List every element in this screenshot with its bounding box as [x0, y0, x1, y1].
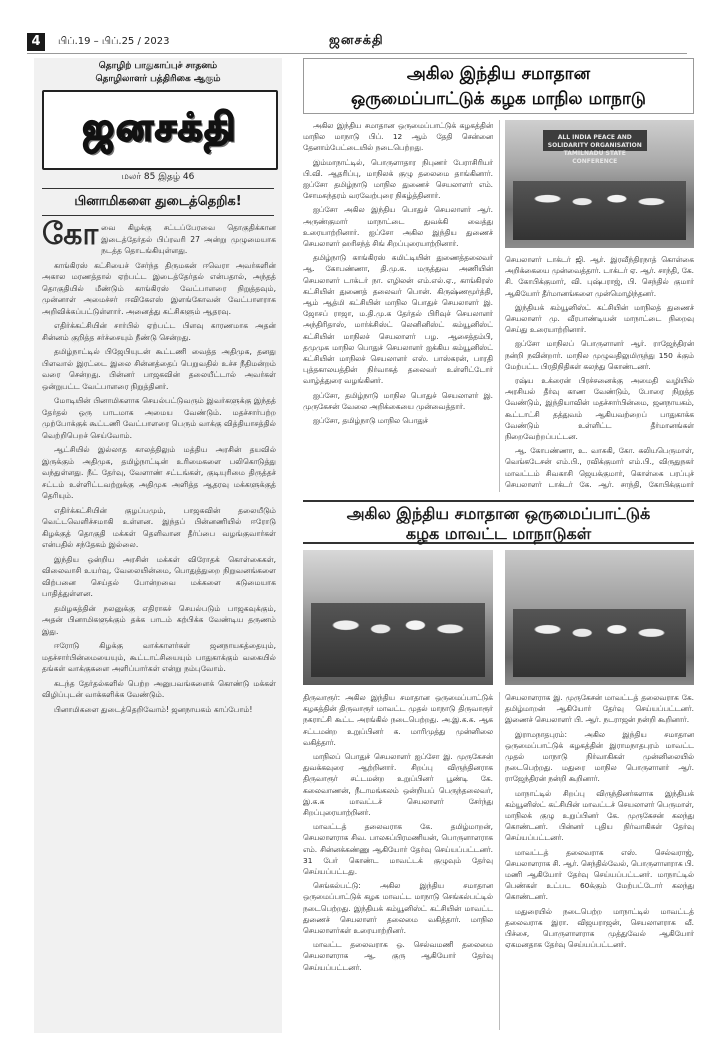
- editorial-paragraph: மோடியின் பினாமிகளாக செயல்பட்டுவரும் இவர்களுக்கு இந்தத் தேர்தல் ஒரு பாடமாக அமைய வேண்டும். மதச்சார்பற்ற முற்போக்குக் கூட்டணி வேட்பாளரை பெரும் வாக்கு வித்தியாசத்தில் வெற்றிபெறச் செய்வோம்.: [42, 396, 276, 440]
- article-headline: [303, 58, 694, 114]
- article1-column-1: [303, 120, 493, 492]
- editorial-paragraph: காங்கிரஸ் கட்சியைச் சேர்ந்த திருமகன் ஈவெரா அவர்களின் அகால மரணத்தால் ஏற்பட்ட இடைத்தேர்தல் என்பதால், அந்தத் தொகுதியில் மீண்டும் காங்கிரஸ் வேட்பாளரை நிறுத்தவும், முன்னாள் அமைச்சர் ஈவிகேஎஸ் இளங்கோவன் வேட்பாளராக அறிவிக்கப்பட்டுள்ளார். அனைத்து கட்சிகளும் ஆதரவு.: [42, 260, 276, 316]
- masthead-title: ஜனசக்தி: [82, 105, 238, 149]
- page-number: 4: [27, 33, 45, 51]
- editorial-paragraph: தமிழகத்தின் நலனுக்கு எதிராகச் செயல்படும் பாஜகவுக்கும், அதன் பினாமிகளுக்கும் தக்க பாடம் கற்பிக்க வேண்டிய தருணம் இது.: [42, 603, 276, 636]
- article-paragraph: ஐப்சோ அகில இந்திய பொதுச் செயலாளர் ஆர். அருண்குமார் மாநாட்டை துவக்கி வைத்து உரையாற்றினார். ஐப்சோ அகில இந்திய துணைச் செயலாளர் ஹரிசந்த் சிங் சிறப்புரையாற்றினார்.: [303, 205, 493, 249]
- article-paragraph: மாநாட்டில் சிறப்பு விருந்தினர்களாக இந்தியக் கம்யூனிஸ்ட் கட்சியின் மாவட்டச் செயலாளர் பெருமாள், மாநிலக் குழு உறுப்பினர் கே. முருகேசன் கலந்து கொண்டனர். பின்னர் புதிய நிர்வாகிகள் தேர்வு செய்யப்பட்டனர்.: [505, 788, 694, 843]
- article-paragraph: ஐப்சோ, தமிழ்நாடு மாநில பொதுச்: [313, 416, 428, 426]
- headline-line-1: அகில இந்திய சமாதான: [406, 64, 591, 84]
- article-paragraph: மாவட்டத் தலைவராக எஸ். செல்வராஜ், செயலாளராக சி. ஆர். செந்தில்வேல், பொருளாளராக பி. மணி ஆகியோர் தேர்வு செய்யப்பட்டனர். மாநாட்டில் பெண்கள் உட்பட 60க்கும் மேற்பட்டோர் கலந்து கொண்டனர்.: [505, 847, 694, 902]
- article-paragraph: ஐப்சோ, தமிழ்நாடு மாநில பொதுச் செயலாளர் இ. முருகேசன் வேலை அறிக்கையை முன்வைத்தார்.: [303, 390, 493, 411]
- article-paragraph: ஆ. கோபண்ணா, உ. வாசுகி, கோ. கலியபெருமாள், வெங்கடேசன் எம்.பி., ரவிக்குமார் எம்.பி., விருதுநகர் மாவட்டம் சிவகாசி ஜெயக்குமார், கொள்கை பரப்புச் செயலாளர் டாக்டர் கே. ஆர். சாந்தி, கோபிக்குமார்: [505, 446, 694, 489]
- article-paragraph: அகில இந்திய சமாதான ஒருமைப்பாட்டுக் கழகத்தின் மாநில மாநாடு பிப். 12 ஆம் தேதி சென்னை தேனாம்பேட்டையில் நடைபெற்றது.: [303, 121, 493, 153]
- editorial-paragraph: பினாமிகளை துடைத்தெறிவோம்! ஜனநாயகம் காப்போம்!: [54, 704, 253, 714]
- editorial-paragraph: ஆட்சியில் இல்லாத காலத்திலும் மத்திய அரசின் தயவில் இருக்கும் அதிமுக, தமிழ்நாட்டின் உரிமைகளை பலிகொடுத்து வந்துள்ளது. நீட் தேர்வு, வேளாண் சட்டங்கள், குடியுரிமை திருத்தச் சட்டம் உள்ளிட்டவற்றுக்கு அதிமுக அளித்த ஆதரவு மக்களுக்குத் தெரியும்.: [42, 445, 276, 500]
- article-paragraph: இராமநாதபுரம்: அகில இந்திய சமாதான ஒருமைப்பாட்டுக் கழகத்தின் இராமநாதபுரம் மாவட்ட முதல் மாநாடு நிர்வாகிகள் முன்னிலையில் நடைபெற்றது. மதுரை மாநில பொருளாளர் ஆர். ராஜேந்திரன் நன்றி கூறினார்.: [505, 729, 694, 784]
- article2-column-2: [505, 692, 694, 1030]
- article-paragraph: மாவட்ட தலைவராக ஒ. செல்வமணி தலைமை செயலாளராக ஆ. குரு ஆகியோர் தேர்வு செய்யப்பட்டனர்.: [303, 940, 493, 972]
- drop-cap: கோ: [42, 217, 99, 252]
- issue-number: மலர் 85 இதழ் 46: [121, 172, 195, 182]
- article-paragraph: செயலாளர் டாக்டர் ஜி. ஆர். இரவீந்திரநாத் கொள்கை அறிக்கையை முன்வைத்தார். டாக்டர் ஏ. ஆர். சாந்தி, கே. சி. கோபிக்குமார், வி. புஷ்பராஜ், பி. செந்தில் குமார் ஆகியோர் தீர்மானங்களை முன்மொழிந்தனர்.: [505, 255, 694, 298]
- article1-column-2: [505, 254, 694, 492]
- article-paragraph: ரஷ்ய உக்ரைன் பிரச்சனைக்கு அமைதி வழியில் அரசியல் தீர்வு காண வேண்டும், போரை நிறுத்த வேண்டும், இந்தியாவின் மதச்சார்பின்மை, ஜனநாயகம், கூட்டாட்சி தத்துவம் ஆகியவற்றைப் பாதுகாக்க வேண்டும் உள்ளிட்ட தீர்மானங்கள் நிறைவேற்றப்பட்டன.: [505, 376, 694, 442]
- running-head: ஜனசக்தி: [329, 33, 384, 48]
- article-paragraph: செங்கல்பட்டு: அகில இந்திய சமாதான ஒருமைப்பாட்டுக் கழக மாவட்ட மாநாடு செங்கல்பட்டில் நடைபெற்றது. இந்தியக் கம்யூனிஸ்ட் கட்சியின் மாவட்ட துணைச் செயலாளர் தலைமை வகித்தார். மாநில செயலாளர்கள் உரையாற்றினர்.: [303, 881, 493, 936]
- editorial-paragraph: ஈரோடு கிழக்கு வாக்காளர்கள் ஜனநாயகத்தையும், மதச்சார்பின்மையையும், கூட்டாட்சியையும் பாதுகாக்கும் வகையில் தங்கள் வாக்குகளை அளிப்பார்கள் என்று நம்புவோம்.: [42, 641, 276, 673]
- column-divider: [499, 120, 500, 492]
- column-divider: [499, 692, 500, 1030]
- article-paragraph: இந்தியக் கம்யூனிஸ்ட் கட்சியின் மாநிலத் துணைச் செயலாளர் மு. வீரபாண்டியன் மாநாட்டை நிறைவு செய்து உரையாற்றினார்.: [505, 302, 694, 335]
- header-rule: [27, 53, 687, 54]
- editorial-title: பினாமிகளை துடைத்தெறிக!: [42, 188, 274, 216]
- conference-photo: [505, 120, 694, 248]
- masthead-logo: [42, 90, 278, 170]
- editorial-paragraph: கடந்த தேர்தல்களில் பெற்ற அனுபவங்களைக் கொண்டு மக்கள் விழிப்புடன் வாக்களிக்க வேண்டும்.: [42, 678, 276, 699]
- district-conference-photo-1: [303, 550, 493, 685]
- headline-line-1: அகில இந்திய சமாதான ஒருமைப்பாட்டுக்: [346, 504, 651, 523]
- editorial-paragraph: எதிர்க்கட்சியின் குழப்பமும், பாஜகவின் தலையீடும் வெட்டவெளிச்சமாகி உள்ளன. இந்தப் பின்னணியில் ஈரோடு கிழக்குத் தொகுதி மக்கள் தெளிவான தீர்ப்பை வழங்குவார்கள் என்பதில் சந்தேகம் இல்லை.: [42, 505, 276, 549]
- editorial-paragraph: தமிழ்நாட்டில் பிஜேபியுடன் கூட்டணி வைத்த அதிமுக, தனது பிளவால் இரட்டை இலை சின்னத்தைப் பெறுவதில் உச்ச நீதிமன்றம் வரை சென்றது. பின்னர் பாஜகவின் தலையீட்டால் அவர்கள் ஒன்றுபட்ட வேட்பாளரை நிறுத்தினர்.: [42, 347, 276, 391]
- editorial-paragraph: கோவை கிழக்கு சட்டப்பேரவை தொகுதிக்கான இடைத்தேர்தல் பிப்ரவரி 27 அன்று முழுமையாக நடத்த தொடங்கியுள்ளது.: [42, 217, 276, 255]
- district-conference-headline: [303, 500, 694, 544]
- article-paragraph: திருவாரூர்: அகில இந்திய சமாதான ஒருமைப்பாட்டுக் கழகத்தின் திருவாரூர் மாவட்ட முதல் மாநாடு திருவாரூர் நகராட்சி கூட்ட அரங்கில் நடைபெற்றது. அ.இ.க.க. ஆக சட்டமன்ற உறுப்பினர் க. மாரிமுத்து முன்னிலை வகித்தார்.: [303, 693, 493, 747]
- editorial-column: [34, 58, 282, 1033]
- editorial-paragraph: எதிர்க்கட்சியின் சார்பில் ஏற்பட்ட பிளவு காரணமாக அதன் சின்னம் குறித்த சர்ச்சையும் நீண்டு சென்றது.: [42, 321, 276, 342]
- district-conference-photo-2: [505, 550, 694, 685]
- masthead-tagline: தொழிற் பாதுகாப்புச் சாதனம் தொழிலாளர் பத்திரிகை ஆகும்: [95, 61, 221, 84]
- article-paragraph: தமிழ்நாடு காங்கிரஸ் கமிட்டியின் துணைத்தலைவர் ஆ. கோபண்ணா, தி.மு.க. மருத்துவ அணியின் செயலாளர் டாக்டர் நா. எழிலன் எம்.எல்.ஏ., காங்கிரஸ் கட்சியின் துணைத் தலைவர் பொன். கிருஷ்ணமூர்த்தி, ஆம் ஆத்மி கட்சியின் மாநில பொதுச் செயலாளர் இ. ஜோசப் ராஜா, ம.தி.மு.க தேர்தல் பிரிவுச் செயலாளர் அந்திரிதாஸ், மார்க்சிஸ்ட் லெனினிஸ்ட் கம்யூனிஸ்ட் கட்சியின் மாநிலச் செயலாளர் பழ. ஆசைத்தம்பி, தமுமுக மாநில பொதுச் செயலாளர் ஐக்கிய கம்யூனிஸ்ட் கட்சியின் மாநிலச் செயலாளர் எஸ். பாஸ்கரன், பாரதி புத்தகாலயத்தின் நிர்வாகத் தலைவர் உள்ளிட்டோர் வாழ்த்துரை வழங்கினர்.: [303, 253, 493, 386]
- article-paragraph: மாநிலப் பொதுச் செயலாளர் ஐப்சோ இ. முருகேசன் துவக்கவுரை ஆற்றினார். சிறப்பு விருந்தினராக திருவாரூர் சட்டமன்ற உறுப்பினர் பூண்டி கே. கலைவாணன், நீடாமங்கலம் ஒன்றியப் பெருந்தலைவர், இ.க.க மாவட்டச் செயலாளர் சேர்ந்து சிறப்புரையாற்றினர்.: [303, 752, 493, 818]
- article-paragraph: மாவட்டத் தலைவராக கே. தமிழ்மாறன், செயலாளராக சிவ. பாலசுப்பிரமணியன், பொருளாளராக எம். சின்னக்கண்ணு ஆகியோர் தேர்வு செய்யப்பட்டனர். 31 பேர் கொண்ட மாவட்டக் குழுவும் தேர்வு செய்யப்பட்டது.: [303, 822, 493, 877]
- article-paragraph: செயலாளராக இ. முருகேசன் மாவட்டத் தலைவராக கே. தமிழ்மாறன் ஆகியோர் தேர்வு செய்யப்பட்டனர். இணைச் செயலாளர் பி. ஆர். நடராஜன் நன்றி கூறினார்.: [505, 693, 694, 725]
- editorial-body: [42, 217, 276, 718]
- article-paragraph: ஐப்சோ மாநிலப் பொருளாளர் ஆர். ராஜேந்திரன் நன்றி நவின்றார். மாநில முழுவதிலுமிருந்து 150 க்கும் மேற்பட்ட பிரதிநிதிகள் கலந்து கொண்டனர்.: [505, 339, 694, 371]
- headline-line-2: ஒருமைப்பாட்டுக் கழக மாநில மாநாடு: [351, 89, 646, 109]
- article2-column-1: [303, 692, 493, 1030]
- article-paragraph: மதுரையில் நடைபெற்ற மாநாட்டில் மாவட்டத் தலைவராக இரா. விஜயராஜன், செயலாளராக வீ. பிச்சை, பொருளாளராக முத்துவேல் ஆகியோர் ஏகமனதாக தேர்வு செய்யப்பட்டனர்.: [505, 906, 694, 950]
- headline-line-2: கழக மாவட்ட மாநாடுகள்: [405, 524, 592, 543]
- editorial-paragraph: இந்திய ஒன்றிய அரசின் மக்கள் விரோதக் கொள்கைகள், விலைவாசி உயர்வு, வேலையின்மை, பொதுத்துறை நிறுவனங்களை விற்பனை செய்தல் போன்றவை மக்களை கடுமையாக பாதித்துள்ளன.: [42, 554, 276, 598]
- photo-banner: ALL INDIA PEACE AND SOLIDARITY ORGANISATION TAMILNADU STATE CONFERENCE: [543, 130, 647, 150]
- article-paragraph: இம்மாநாட்டில், பொருளாதார நிபுணர் பேராசிரியர் பி.வி. ஆதரிப்பு, மாநிலக் குழு தலைமை தாங்கினார். ஐப்சோ தமிழ்நாடு மாநில துணைச் செயலாளர் எம். சோமசுந்தரம் வரவேற்புரை நிகழ்த்தினார்.: [303, 157, 493, 201]
- issue-date: பிப்.19 – பிப்.25 / 2023: [58, 36, 170, 47]
- page-header: [0, 0, 709, 48]
